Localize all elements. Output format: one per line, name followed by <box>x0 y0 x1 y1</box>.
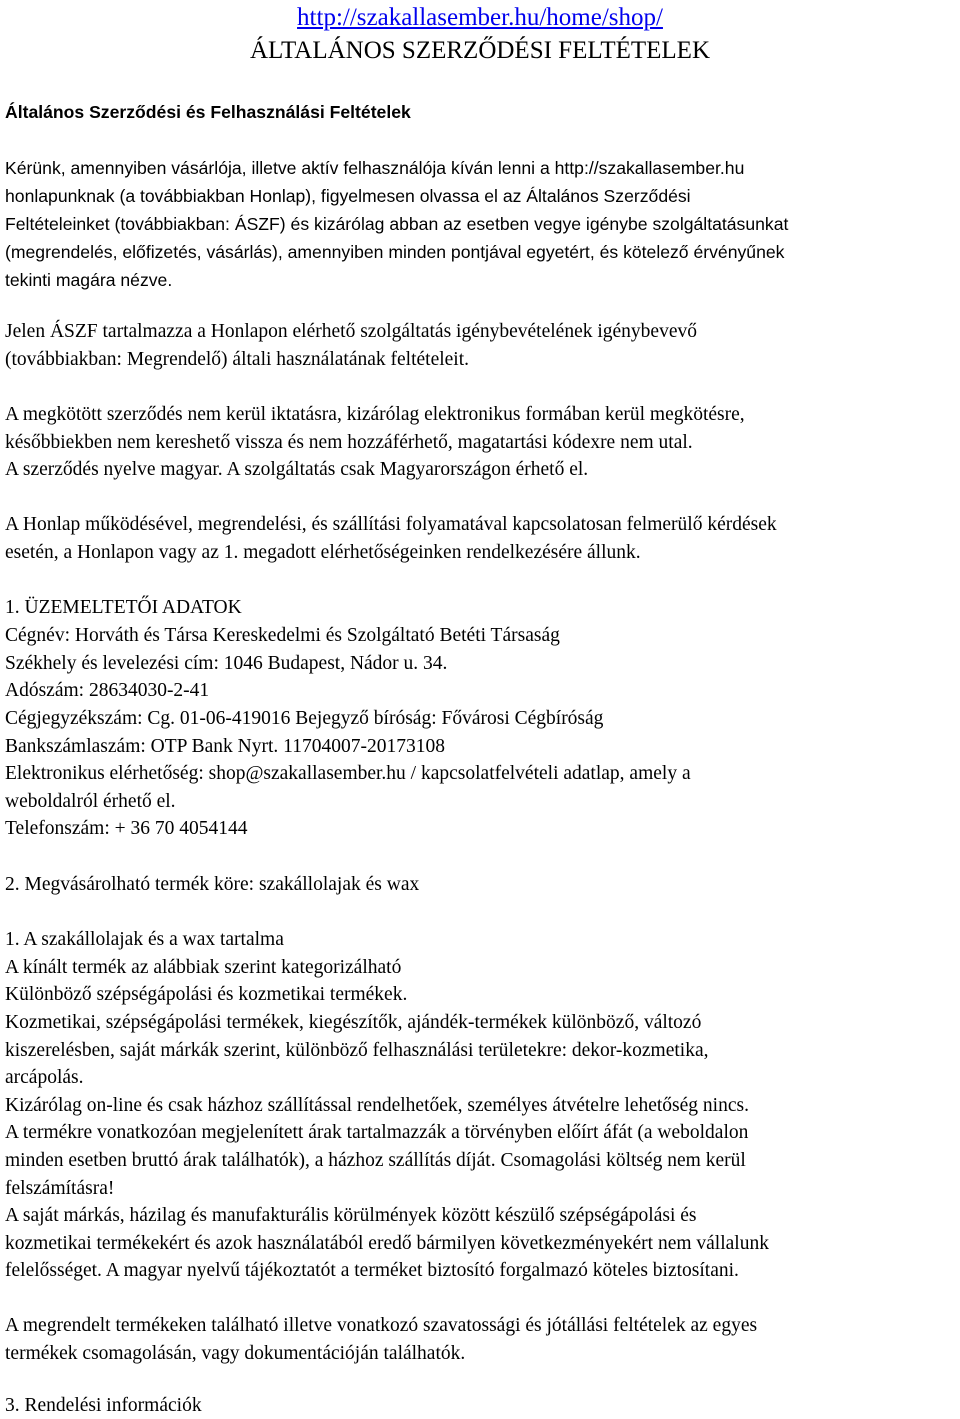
section-heading: 1. ÜZEMELTETŐI ADATOK <box>5 597 242 618</box>
section-heading: 3. Rendelési információk <box>5 1395 202 1416</box>
text-line: Bankszámlaszám: OTP Bank Nyrt. 11704007-20173108 <box>5 736 445 757</box>
text-line: minden esetben bruttó árak találhatók), a házhoz szállítás díját. Csomagolási költség nem kerül <box>5 1150 746 1171</box>
text-line: Cégjegyzékszám: Cg. 01-06-419016 Bejegyző bíróság: Fővárosi Cégbíróság <box>5 708 604 729</box>
text-line: A Honlap működésével, megrendelési, és szállítási folyamatával kapcsolatosan felmerülő kérdések <box>5 514 777 535</box>
text-line: későbbiekben nem kereshető vissza és nem hozzáférhető, magatartási kódexre nem utal. <box>5 432 693 453</box>
document-title: ÁLTALÁNOS SZERZŐDÉSI FELTÉTELEK <box>249 37 711 64</box>
text-line: arcápolás. <box>5 1067 84 1088</box>
text-line: A megkötött szerződés nem kerül iktatásra, kizárólag elektronikus formában kerül megkötésre, <box>5 404 745 425</box>
section-heading: Általános Szerződési és Felhasználási Feltételek <box>5 102 411 122</box>
section-heading: 2. Megvásárolható termék köre: szakállolajak és wax <box>5 874 420 895</box>
text-line: termékek csomagolásán, vagy dokumentációján találhatók. <box>5 1343 466 1364</box>
text-line: Feltételeinket (továbbiakban: ÁSZF) és kizárólag abban az esetben vegye igénybe szolgáltatásunkat <box>5 214 789 234</box>
text-line: Cégnév: Horváth és Társa Kereskedelmi és Szolgáltató Betéti Társaság <box>5 625 560 646</box>
text-line: A megrendelt termékeken található illetve vonatkozó szavatossági és jótállási feltételek az egyes <box>5 1315 758 1336</box>
shop-url-link[interactable]: http://szakallasember.hu/home/shop/ <box>297 4 663 31</box>
text-line: Kérünk, amennyiben vásárlója, illetve aktív felhasználója kíván lenni a http://szakallasember.hu <box>5 158 745 178</box>
text-line: esetén, a Honlapon vagy az 1. megadott elérhetőségeinken rendelkezésére állunk. <box>5 542 641 563</box>
text-line: (továbbiakban: Megrendelő) általi használatának feltételeit. <box>5 349 470 370</box>
text-line: Jelen ÁSZF tartalmazza a Honlapon elérhető szolgáltatás igénybevételének igénybevevő <box>5 321 697 342</box>
text-line: kozmetikai termékekért és azok használatából eredő bármilyen következményekért nem vállalunk <box>5 1233 769 1254</box>
text-line: weboldalról érhető el. <box>5 791 176 812</box>
text-line: honlapunknak (a továbbiakban Honlap), figyelmesen olvassa el az Általános Szerződési <box>5 186 691 206</box>
text-line: Elektronikus elérhetőség: shop@szakallasember.hu / kapcsolatfelvételi adatlap, amely a <box>5 763 691 784</box>
text-line: Különböző szépségápolási és kozmetikai termékek. <box>5 984 408 1005</box>
text-line: Kozmetikai, szépségápolási termékek, kiegészítők, ajándék-termékek különböző, változó <box>5 1012 702 1033</box>
text-line: felelősséget. A magyar nyelvű tájékoztatót a terméket biztosító forgalmazó köteles biztosítani. <box>5 1260 739 1281</box>
text-line: Székhely és levelezési cím: 1046 Budapest, Nádor u. 34. <box>5 653 448 674</box>
text-line: (megrendelés, előfizetés, vásárlás), amennyiben minden pontjával egyetért, és kötelező érvényűnek <box>5 242 785 262</box>
text-line: Kizárólag on-line és csak házhoz szállítással rendelhetőek, személyes átvételre lehetőség nincs. <box>5 1095 749 1116</box>
text-line: felszámításra! <box>5 1178 115 1199</box>
text-line: A termékre vonatkozóan megjelenített árak tartalmazzák a törvényben előírt áfát (a weboldalon <box>5 1122 749 1143</box>
text-line: Adószám: 28634030-2-41 <box>5 680 210 701</box>
text-line: A szerződés nyelve magyar. A szolgáltatás csak Magyarországon érhető el. <box>5 459 589 480</box>
text-line: A kínált termék az alábbiak szerint kategorizálható <box>5 957 402 978</box>
text-line: Telefonszám: + 36 70 4054144 <box>5 818 248 839</box>
text-line: kiszerelésben, saját márkák szerint, különböző felhasználási területekre: dekor-kozmetika, <box>5 1040 709 1061</box>
text-line: A saját márkás, házilag és manufakturális körülmények között készülő szépségápolási és <box>5 1205 697 1226</box>
section-heading: 1. A szakállolajak és a wax tartalma <box>5 929 284 950</box>
text-line: tekinti magára nézve. <box>5 270 173 290</box>
